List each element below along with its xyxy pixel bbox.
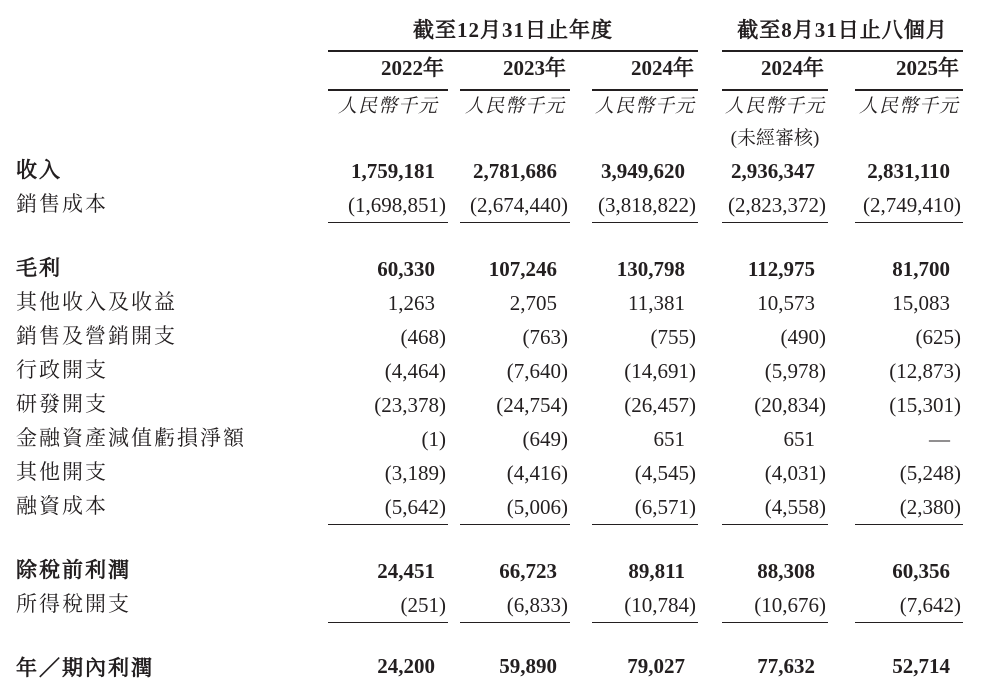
- year-header-2022: 2022年: [328, 51, 448, 90]
- cell-value: 1,263: [387, 291, 435, 315]
- row-label: 除稅前利潤: [16, 558, 131, 582]
- cell-value: 651: [783, 427, 815, 451]
- cell-value: 3,949,620: [601, 159, 685, 183]
- col-gap: [828, 320, 855, 354]
- col-gap: [570, 154, 592, 188]
- row-label: 金融資產減值虧損淨額: [16, 426, 246, 450]
- cell-value: (12,873): [889, 359, 962, 383]
- cell-value: (7,640): [506, 359, 568, 383]
- income-statement-table: [16, 14, 963, 681]
- col-gap: [448, 188, 460, 222]
- col-gap: [570, 51, 592, 90]
- row-spacer-cell: [16, 222, 963, 252]
- table-row: [16, 588, 963, 622]
- col-gap: [570, 320, 592, 354]
- cell-value: (7,642): [855, 588, 963, 622]
- header-label-spacer: [16, 51, 328, 90]
- cell-value: 2,831,110: [867, 159, 951, 183]
- cell-value: 107,246: [488, 257, 557, 281]
- cell-value: (468): [400, 325, 446, 349]
- note-spacer: [460, 123, 570, 154]
- cell-value: (26,457): [624, 393, 696, 417]
- col-gap: [570, 354, 592, 388]
- col-gap: [828, 252, 855, 286]
- table-row: [16, 188, 963, 222]
- row-label: 研發開支: [16, 392, 108, 416]
- col-gap: [698, 554, 722, 588]
- col-gap: [448, 490, 460, 524]
- col-gap: [828, 652, 855, 681]
- row-label: 其他收入及收益: [16, 290, 177, 314]
- period-group-eight-months: 截至8月31日止八個月: [722, 14, 963, 51]
- row-label: 毛利: [16, 256, 62, 280]
- col-gap: [570, 388, 592, 422]
- col-gap: [570, 588, 592, 622]
- period-group-annual: 截至12月31日止年度: [328, 14, 698, 51]
- cell-value: (4,558): [722, 490, 828, 524]
- note-spacer: [328, 123, 448, 154]
- cell-value: (10,784): [592, 588, 698, 622]
- cell-value: (5,978): [764, 359, 826, 383]
- col-gap: [570, 456, 592, 490]
- cell-value: (625): [915, 325, 962, 349]
- col-gap: [698, 188, 722, 222]
- col-gap: [448, 252, 460, 286]
- cell-value: —: [929, 427, 951, 451]
- col-gap: [448, 354, 460, 388]
- year-header-2024-8m: 2024年: [722, 51, 828, 90]
- col-gap: [448, 51, 460, 90]
- cell-value: (4,416): [506, 461, 568, 485]
- col-gap: [698, 154, 722, 188]
- cell-value: 130,798: [616, 257, 685, 281]
- row-spacer: [16, 622, 963, 652]
- col-gap: [570, 652, 592, 681]
- cell-value: 2,936,347: [731, 159, 815, 183]
- year-header-2023: 2023年: [460, 51, 570, 90]
- cell-value: 52,714: [855, 652, 963, 681]
- cell-value: 1,759,181: [351, 159, 435, 183]
- cell-value: (5,248): [899, 461, 962, 485]
- table-row: [16, 422, 963, 456]
- col-gap: [698, 422, 722, 456]
- row-spacer: [16, 524, 963, 554]
- col-gap: [698, 320, 722, 354]
- row-label: 行政開支: [16, 358, 108, 382]
- col-gap: [828, 154, 855, 188]
- col-gap: [570, 188, 592, 222]
- col-gap: [448, 286, 460, 320]
- cell-value: 79,027: [592, 652, 698, 681]
- table-row: [16, 354, 963, 388]
- col-gap: [698, 252, 722, 286]
- col-gap: [448, 320, 460, 354]
- row-spacer-cell: [16, 524, 963, 554]
- col-gap: [570, 286, 592, 320]
- header-label-spacer: [16, 90, 328, 123]
- cell-value: (6,571): [592, 490, 698, 524]
- cell-value: (251): [328, 588, 448, 622]
- col-gap: [448, 422, 460, 456]
- col-gap: [828, 354, 855, 388]
- unit-label: 人民幣千元: [594, 96, 695, 117]
- col-gap: [448, 90, 460, 123]
- table-row: [16, 490, 963, 524]
- col-gap: [698, 14, 722, 51]
- col-gap: [448, 588, 460, 622]
- col-gap: [828, 123, 855, 154]
- col-gap: [448, 652, 460, 681]
- col-gap: [698, 286, 722, 320]
- cell-value: 15,083: [892, 291, 951, 315]
- row-label: 銷售及營銷開支: [16, 324, 177, 348]
- cell-value: (20,834): [754, 393, 826, 417]
- cell-value: 88,308: [757, 559, 815, 583]
- col-gap: [828, 90, 855, 123]
- cell-value: (4,464): [384, 359, 446, 383]
- table-row: [16, 252, 963, 286]
- col-gap: [570, 490, 592, 524]
- table-row: [16, 652, 963, 681]
- header-label-spacer: [16, 14, 328, 51]
- unit-label: 人民幣千元: [337, 96, 438, 117]
- col-gap: [828, 588, 855, 622]
- cell-value: (4,545): [634, 461, 696, 485]
- cell-value: 2,781,686: [473, 159, 557, 183]
- cell-value: (2,674,440): [460, 188, 570, 222]
- col-gap: [570, 554, 592, 588]
- cell-value: 60,330: [377, 257, 435, 281]
- cell-value: (4,031): [764, 461, 826, 485]
- cell-value: (1): [421, 427, 446, 451]
- cell-value: (5,642): [328, 490, 448, 524]
- cell-value: (763): [522, 325, 568, 349]
- year-header-2024: 2024年: [592, 51, 698, 90]
- table-row: [16, 456, 963, 490]
- row-label: 銷售成本: [16, 192, 108, 216]
- col-gap: [828, 456, 855, 490]
- table-row: [16, 388, 963, 422]
- col-gap: [448, 554, 460, 588]
- table-row: [16, 154, 963, 188]
- col-gap: [698, 90, 722, 123]
- col-gap: [570, 422, 592, 456]
- cell-value: 89,811: [628, 559, 685, 583]
- cell-value: (649): [522, 427, 568, 451]
- header-label-spacer: [16, 123, 328, 154]
- col-gap: [828, 188, 855, 222]
- col-gap: [828, 422, 855, 456]
- cell-value: (10,676): [722, 588, 828, 622]
- cell-value: 2,705: [509, 291, 557, 315]
- col-gap: [448, 388, 460, 422]
- col-gap: [698, 490, 722, 524]
- cell-value: (23,378): [374, 393, 446, 417]
- cell-value: 66,723: [499, 559, 557, 583]
- col-gap: [698, 588, 722, 622]
- period-group-row: [16, 14, 963, 51]
- cell-value: (15,301): [889, 393, 962, 417]
- cell-value: 10,573: [757, 291, 815, 315]
- col-gap: [698, 652, 722, 681]
- cell-value: 24,451: [377, 559, 435, 583]
- unit-label: 人民幣千元: [859, 96, 960, 117]
- cell-value: (1,698,851): [328, 188, 448, 222]
- unaudited-note: (未經審核): [730, 128, 820, 149]
- col-gap: [448, 154, 460, 188]
- cell-value: (2,823,372): [722, 188, 828, 222]
- col-gap: [828, 51, 855, 90]
- cell-value: (490): [780, 325, 826, 349]
- cell-value: (24,754): [496, 393, 568, 417]
- col-gap: [828, 554, 855, 588]
- cell-value: 81,700: [892, 257, 951, 281]
- col-gap: [698, 123, 722, 154]
- row-label: 所得稅開支: [16, 592, 131, 616]
- row-spacer: [16, 222, 963, 252]
- cell-value: (3,818,822): [592, 188, 698, 222]
- col-gap: [698, 354, 722, 388]
- cell-value: 24,200: [328, 652, 448, 681]
- cell-value: 651: [653, 427, 685, 451]
- table-row: [16, 320, 963, 354]
- cell-value: (6,833): [460, 588, 570, 622]
- unit-label: 人民幣千元: [724, 96, 825, 117]
- unit-label: 人民幣千元: [464, 96, 565, 117]
- cell-value: (2,380): [855, 490, 963, 524]
- year-header-2025: 2025年: [855, 51, 963, 90]
- col-gap: [828, 490, 855, 524]
- cell-value: (14,691): [624, 359, 696, 383]
- row-label: 收入: [16, 158, 62, 182]
- cell-value: (2,749,410): [855, 188, 963, 222]
- unaudited-note-row: [16, 123, 963, 154]
- col-gap: [828, 286, 855, 320]
- currency-unit-row: [16, 90, 963, 123]
- cell-value: 77,632: [722, 652, 828, 681]
- year-header-row: [16, 51, 963, 90]
- cell-value: (755): [650, 325, 696, 349]
- row-spacer-cell: [16, 622, 963, 652]
- col-gap: [570, 123, 592, 154]
- cell-value: (3,189): [384, 461, 446, 485]
- col-gap: [698, 51, 722, 90]
- note-spacer: [855, 123, 963, 154]
- cell-value: 11,381: [628, 291, 685, 315]
- note-spacer: [592, 123, 698, 154]
- table-body: [16, 154, 963, 681]
- cell-value: (5,006): [460, 490, 570, 524]
- col-gap: [698, 456, 722, 490]
- table-row: [16, 286, 963, 320]
- row-label: 融資成本: [16, 494, 108, 518]
- row-label: 年／期內利潤: [16, 656, 154, 680]
- cell-value: 112,975: [747, 257, 815, 281]
- col-gap: [448, 456, 460, 490]
- col-gap: [570, 252, 592, 286]
- table-row: [16, 554, 963, 588]
- cell-value: 59,890: [460, 652, 570, 681]
- col-gap: [828, 388, 855, 422]
- col-gap: [698, 388, 722, 422]
- col-gap: [448, 123, 460, 154]
- cell-value: 60,356: [892, 559, 951, 583]
- row-label: 其他開支: [16, 460, 108, 484]
- col-gap: [570, 90, 592, 123]
